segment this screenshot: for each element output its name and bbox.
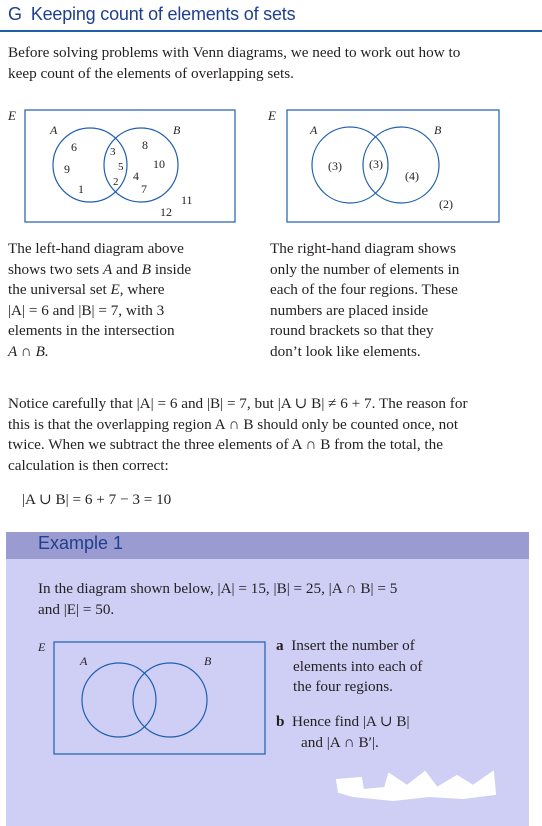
- text-line: don’t look like elements.: [270, 342, 421, 360]
- example-question: [38, 579, 397, 620]
- text-line: In the diagram shown below, |A| = 15, |B| = 25, |A ∩ B| = 5: [38, 580, 398, 597]
- text-line: Notice carefully that |A| = 6 and |B| = 7, but |A ∪ B| ≠ 6 + 7. The reason for: [8, 395, 468, 412]
- set-a-label: A: [80, 654, 88, 668]
- region-count-b-only: (4): [405, 169, 419, 183]
- universal-label: E: [8, 108, 16, 123]
- text-line: A ∩ B.: [8, 342, 49, 360]
- set-a-label: A: [50, 123, 58, 137]
- venn-diagram-example: [30, 634, 270, 759]
- set-b-label: B: [434, 123, 442, 137]
- set-b-label: B: [204, 654, 212, 668]
- watermark-scribble: [333, 766, 498, 802]
- element: 6: [71, 140, 77, 154]
- section-title: Keeping count of elements of sets: [30, 4, 296, 24]
- text-line: elements in the intersection: [8, 322, 175, 339]
- region-count-outside: (2): [439, 197, 453, 211]
- left-explanation: [8, 239, 191, 362]
- notice-paragraph: [8, 394, 468, 476]
- intro-paragraph: [8, 43, 460, 84]
- universal-label: E: [268, 108, 276, 123]
- text-line: the four regions.: [293, 678, 393, 695]
- example-part-b: [276, 712, 410, 753]
- text-line: this is that the overlapping region A ∩ B should only be counted once, not: [8, 415, 459, 433]
- element: 10: [153, 157, 165, 171]
- element: 5: [118, 161, 124, 173]
- part-label: b: [276, 713, 285, 730]
- text-line: The left-hand diagram above: [8, 240, 184, 257]
- text-line: a Insert the number of: [276, 637, 415, 654]
- region-count-a-only: (3): [328, 159, 342, 173]
- text-line: and |E| = 50.: [38, 600, 115, 618]
- text-line: elements into each of: [293, 657, 423, 675]
- section-heading: [8, 4, 295, 25]
- text-line: and |A ∩ B′|.: [301, 733, 379, 751]
- element: 4: [133, 169, 139, 183]
- element: 9: [64, 162, 70, 176]
- intro-line: Before solving problems with Venn diagrams, we need to work out how to: [8, 44, 461, 61]
- text-line: each of the four regions. These: [270, 281, 458, 298]
- text-line: only the number of elements in: [270, 260, 460, 278]
- element: 3: [110, 146, 116, 158]
- text-line: The right-hand diagram shows: [270, 240, 457, 257]
- heading-rule: [0, 30, 542, 32]
- text-line: round brackets so that they: [270, 322, 434, 339]
- text-line: b Hence find |A ∪ B|: [276, 713, 410, 730]
- circle-a: [82, 663, 156, 737]
- equation: |A ∪ B| = 6 + 7 − 3 = 10: [22, 491, 172, 508]
- text-line: numbers are placed inside: [270, 301, 429, 319]
- set-b-label: B: [173, 123, 181, 137]
- text-line: the universal set E, where: [8, 281, 165, 298]
- venn-diagram-left: [0, 100, 260, 240]
- text-line: calculation is then correct:: [8, 456, 169, 474]
- region-count-intersection: (3): [369, 157, 383, 171]
- universal-label: E: [38, 640, 46, 654]
- element: 8: [142, 138, 148, 152]
- set-a-label: A: [310, 123, 318, 137]
- element: 7: [141, 182, 147, 196]
- element: 2: [113, 176, 119, 188]
- element: 11: [181, 193, 193, 207]
- section-letter: G: [8, 4, 22, 24]
- intro-line: keep count of the elements of overlapping sets.: [8, 64, 294, 82]
- venn-diagram-right: [262, 100, 532, 240]
- universal-box: [287, 110, 499, 222]
- element: 1: [78, 182, 84, 196]
- text-line: shows two sets A and B inside: [8, 260, 192, 278]
- circle-b: [133, 663, 207, 737]
- text-line: twice. When we subtract the three elements of A ∩ B from the total, the: [8, 436, 443, 453]
- part-label: a: [276, 637, 284, 654]
- element: 12: [160, 205, 172, 219]
- right-explanation: [270, 239, 459, 362]
- example-title: Example 1: [38, 533, 124, 553]
- example-part-a: [276, 636, 422, 698]
- text-line: |A| = 6 and |B| = 7, with 3: [8, 301, 165, 319]
